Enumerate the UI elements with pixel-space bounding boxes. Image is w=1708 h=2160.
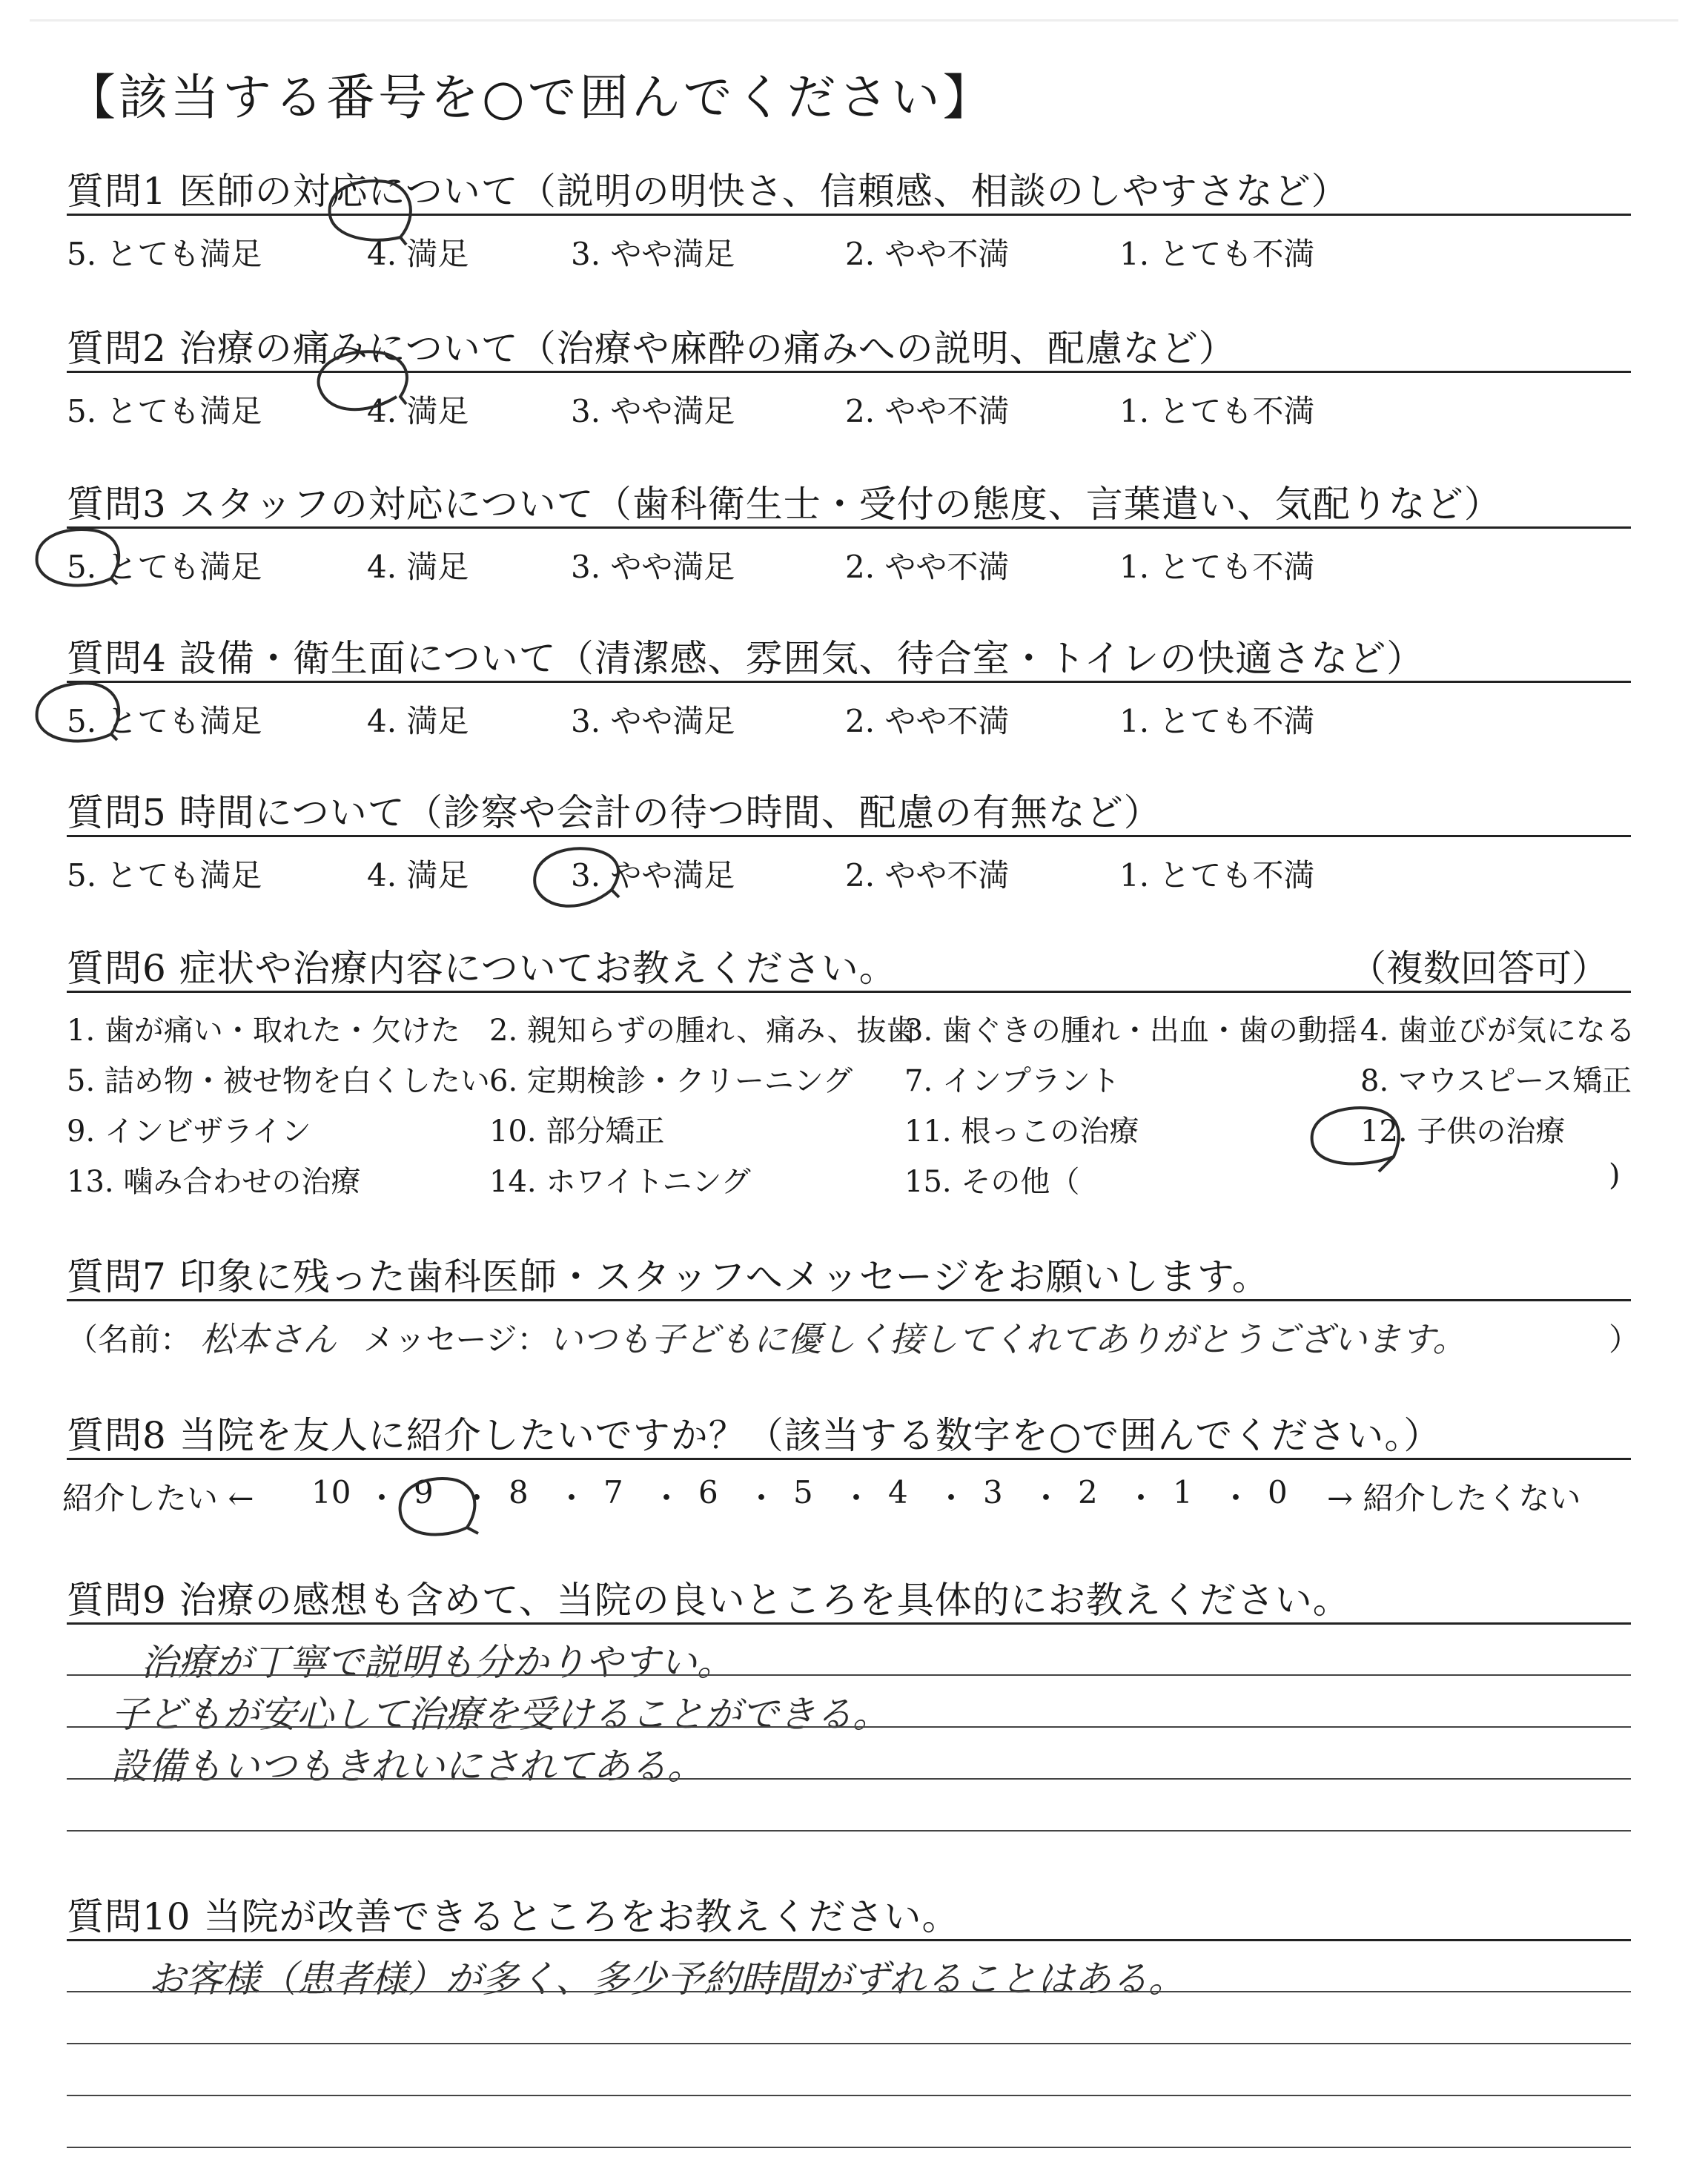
q4-option-3[interactable]: 3. やや満足: [571, 703, 735, 739]
scale-number-7[interactable]: 7: [603, 1474, 623, 1510]
q2-option-3[interactable]: 3. やや満足: [571, 393, 735, 429]
q2-option-1[interactable]: 1. とても不満: [1119, 393, 1315, 429]
q2-option-2[interactable]: 2. やや不満: [845, 393, 1010, 429]
question-5: [67, 783, 1631, 894]
q10-line-2: [67, 2043, 1631, 2044]
scale-number-3[interactable]: 3: [983, 1474, 1003, 1510]
message-label: メッセージ：: [363, 1321, 549, 1358]
q1-option-1[interactable]: 1. とても不満: [1119, 236, 1315, 272]
q9-line-1: [67, 1674, 1631, 1676]
q1-option-2[interactable]: 2. やや不満: [845, 236, 1010, 272]
scale-number-2[interactable]: 2: [1078, 1474, 1098, 1510]
q9-answer-line-2[interactable]: 子どもが安心して治療を受けることができる。: [111, 1693, 890, 1736]
q9-answer-line-3[interactable]: 設備もいつもきれいにされてある。: [111, 1745, 704, 1788]
question-3-rule: [67, 526, 1631, 529]
question-10-rule: [67, 1939, 1631, 1941]
question-4-title: 質問4 設備・衛生面について（清潔感、雰囲気、待合室・トイレの快適さなど）: [67, 637, 1425, 680]
q4-option-5[interactable]: 5. とても満足: [67, 703, 262, 739]
scale-separator: ・: [746, 1480, 778, 1516]
question-8: [62, 1406, 1631, 1516]
question-2-options: [67, 387, 1631, 432]
scale-separator: ・: [1220, 1480, 1252, 1516]
name-label: （名前：: [67, 1321, 192, 1358]
scale-number-5[interactable]: 5: [793, 1474, 813, 1510]
q6-item-13[interactable]: 13. 噛み合わせの治療: [67, 1165, 361, 1199]
q6-item-11[interactable]: 11. 根っこの治療: [904, 1114, 1139, 1149]
scale-right-label: → 紹介したくない: [1327, 1480, 1581, 1516]
q5-option-3[interactable]: 3. やや満足: [571, 857, 735, 894]
question-4-rule: [67, 681, 1631, 683]
q6-item-5[interactable]: 5. 詰め物・被せ物を白くしたい: [67, 1064, 490, 1098]
scale-number-10[interactable]: 10: [311, 1474, 351, 1510]
q1-option-5[interactable]: 5. とても満足: [67, 236, 262, 272]
q5-option-5[interactable]: 5. とても満足: [67, 857, 262, 894]
question-2-title: 質問2 治療の痛みについて（治療や麻酔の痛みへの説明、配慮など）: [67, 327, 1237, 370]
scale-separator: ・: [461, 1480, 493, 1516]
question-2: [67, 319, 1631, 429]
question-4: [67, 629, 1631, 739]
q10-line-3: [67, 2095, 1631, 2096]
question-1-options: [67, 230, 1631, 274]
question-5-options: [67, 851, 1631, 896]
q6-item-15-close: ): [1609, 1158, 1621, 1192]
scale-number-8[interactable]: 8: [509, 1474, 529, 1510]
q10-answer-line-1[interactable]: お客様（患者様）が多く、多少予約時間がずれることはある。: [148, 1958, 1185, 2001]
scale-number-9[interactable]: 9: [414, 1474, 434, 1510]
message-close: ）: [1609, 1321, 1641, 1358]
question-7: [67, 1247, 1641, 1359]
question-1-title: 質問1 医師の対応について（説明の明快さ、信頼感、相談のしやすさなど）: [67, 170, 1349, 213]
q6-item-6[interactable]: 6. 定期検診・クリーニング: [489, 1064, 853, 1098]
question-10: [67, 1887, 1631, 2154]
question-7-rule: [67, 1299, 1631, 1301]
q4-option-2[interactable]: 2. やや不満: [845, 703, 1010, 739]
scale-number-1[interactable]: 1: [1173, 1474, 1193, 1510]
q3-option-4[interactable]: 4. 満足: [367, 549, 469, 585]
scale-separator: ・: [366, 1480, 398, 1516]
scale-separator: ・: [1030, 1480, 1062, 1516]
q9-line-3: [67, 1778, 1631, 1780]
q5-option-4[interactable]: 4. 満足: [367, 857, 469, 894]
scale-number-4[interactable]: 4: [888, 1474, 908, 1510]
scan-edge-line: [30, 19, 1678, 22]
q6-item-10[interactable]: 10. 部分矯正: [489, 1114, 665, 1149]
question-3: [67, 475, 1631, 585]
q6-item-8[interactable]: 8. マウスピース矯正: [1360, 1064, 1632, 1098]
q3-option-1[interactable]: 1. とても不満: [1119, 549, 1315, 585]
q1-option-4[interactable]: 4. 満足: [367, 236, 469, 272]
q6-item-9[interactable]: 9. インビザライン: [67, 1114, 311, 1149]
q6-item-12[interactable]: 12. 子供の治療: [1360, 1114, 1566, 1149]
scale-separator: ・: [936, 1480, 967, 1516]
message-field[interactable]: いつも子どもに優しく接してくれてありがとうございます。: [549, 1319, 1467, 1359]
q6-item-2[interactable]: 2. 親知らずの腫れ、痛み、抜歯: [489, 1014, 916, 1048]
q10-line-4: [67, 2147, 1631, 2148]
scale-separator: ・: [556, 1480, 588, 1516]
question-4-options: [67, 697, 1631, 742]
q2-option-5[interactable]: 5. とても満足: [67, 393, 262, 429]
q9-line-2: [67, 1726, 1631, 1728]
scale-left-label: 紹介したい ←: [62, 1480, 254, 1516]
scale-separator: ・: [841, 1480, 873, 1516]
q10-line-1: [67, 1991, 1631, 1992]
q3-option-3[interactable]: 3. やや満足: [571, 549, 735, 585]
q6-item-3[interactable]: 3. 歯ぐきの腫れ・出血・歯の動揺: [904, 1014, 1357, 1048]
question-1: [67, 162, 1631, 272]
q6-item-1[interactable]: 1. 歯が痛い・取れた・欠けた: [67, 1014, 460, 1048]
instructions-heading: 【該当する番号を○で囲んでください】: [67, 69, 995, 126]
q5-option-2[interactable]: 2. やや不満: [845, 857, 1010, 894]
question-5-rule: [67, 835, 1631, 837]
q6-item-14[interactable]: 14. ホワイトニング: [489, 1165, 751, 1199]
question-6-note: （複数回答可）: [1349, 947, 1609, 990]
q3-option-5[interactable]: 5. とても満足: [67, 549, 262, 585]
question-9: [67, 1571, 1631, 1837]
question-10-title: 質問10 当院が改善できるところをお教えください。: [67, 1895, 960, 1938]
q9-line-4: [67, 1830, 1631, 1832]
q4-option-1[interactable]: 1. とても不満: [1119, 703, 1315, 739]
name-field[interactable]: 松本さん: [200, 1319, 337, 1359]
q6-item-15[interactable]: 15. その他（: [904, 1165, 1080, 1199]
question-6-title: 質問6 症状や治療内容についてお教えください。: [67, 947, 897, 990]
question-8-title: 質問8 当院を友人に紹介したいですか？（該当する数字を○で囲んでください。）: [67, 1414, 1442, 1457]
q9-answer-line-1[interactable]: 治療が丁寧で説明も分かりやすい。: [141, 1641, 734, 1684]
question-9-rule: [67, 1622, 1631, 1625]
question-6: [67, 939, 1635, 1206]
q6-item-4[interactable]: 4. 歯並びが気になる: [1360, 1014, 1635, 1048]
q2-option-4[interactable]: 4. 満足: [367, 393, 469, 429]
question-9-title: 質問9 治療の感想も含めて、当院の良いところを具体的にお教えください。: [67, 1579, 1351, 1622]
scale-separator: ・: [1125, 1480, 1157, 1516]
q3-option-2[interactable]: 2. やや不満: [845, 549, 1010, 585]
scale-separator: ・: [651, 1480, 683, 1516]
question-3-options: [67, 543, 1631, 587]
question-3-title: 質問3 スタッフの対応について（歯科衛生士・受付の態度、言葉遣い、気配りなど）: [67, 483, 1502, 526]
question-5-title: 質問5 時間について（診察や会計の待つ時間、配慮の有無など）: [67, 791, 1162, 834]
scale-number-0[interactable]: 0: [1268, 1474, 1288, 1510]
q5-option-1[interactable]: 1. とても不満: [1119, 857, 1315, 894]
question-1-rule: [67, 214, 1631, 216]
q6-item-7[interactable]: 7. インプラント: [904, 1064, 1120, 1098]
question-7-title: 質問7 印象に残った歯科医師・スタッフへメッセージをお願いします。: [67, 1255, 1270, 1298]
question-8-rule: [67, 1458, 1631, 1460]
q4-option-4[interactable]: 4. 満足: [367, 703, 469, 739]
scale-number-6[interactable]: 6: [698, 1474, 718, 1510]
question-6-rule: [67, 991, 1631, 993]
q1-option-3[interactable]: 3. やや満足: [571, 236, 735, 272]
question-2-rule: [67, 371, 1631, 373]
